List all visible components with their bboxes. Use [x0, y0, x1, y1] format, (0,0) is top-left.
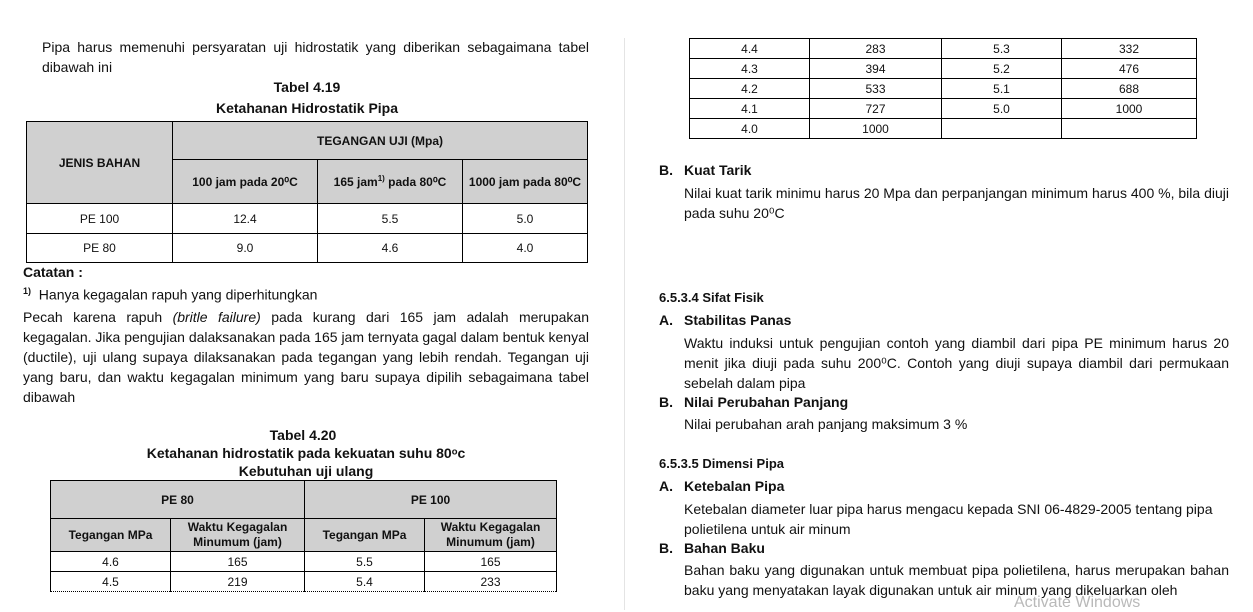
- cell-value: 1000: [810, 119, 942, 139]
- cell-value: 1000: [1062, 99, 1197, 119]
- cell-value: 4.0: [463, 234, 588, 263]
- cell-value: 533: [810, 79, 942, 99]
- section-b1-title: Nilai Perubahan Panjang: [684, 394, 849, 410]
- table-420-continued: [689, 38, 1197, 139]
- table-420-caption-number: Tabel 4.20: [269, 427, 337, 443]
- cell-value: 688: [1062, 79, 1197, 99]
- table-row: [51, 572, 557, 592]
- header-pe100: PE 100: [305, 481, 557, 519]
- section-a1-title: Stabilitas Panas: [684, 312, 792, 328]
- table-420: [50, 480, 557, 592]
- cell-value: 5.5: [318, 204, 463, 234]
- table-419: [26, 121, 588, 263]
- activate-windows-watermark: Activate Windows: [1014, 594, 1141, 611]
- section-b-label: B.: [659, 162, 673, 178]
- cell-value: 165: [425, 552, 557, 572]
- header-jenis-bahan: JENIS BAHAN: [27, 122, 173, 204]
- cell-value: 4.1: [690, 99, 810, 119]
- section-b-text: Nilai kuat tarik minimu harus 20 Mpa dan perpanjangan minimum harus 400 %, bila diuji pada suhu 20⁰C: [684, 185, 1229, 221]
- table-419-caption-number: Tabel 4.19: [273, 79, 341, 95]
- header-waktu: Waktu Kegagalan Minumum (jam): [425, 519, 557, 552]
- cell-value: 4.0: [690, 119, 810, 139]
- table-row: [27, 204, 588, 234]
- cell-value: 5.0: [463, 204, 588, 234]
- cell-value: 4.5: [51, 572, 171, 592]
- table-row: [690, 39, 1197, 59]
- header-1000-jam: 1000 jam pada 80⁰C: [463, 160, 588, 204]
- cell-value: 4.6: [51, 552, 171, 572]
- section-a1-text: Waktu induksi untuk pengujian contoh yang diambil dari pipa PE minimum harus 20 menit jika diuji pada suhu 200⁰C. Contoh yang diuji supaya diambil dari permukaan sebelah dalam pipa: [684, 335, 1229, 391]
- cell-value: 332: [1062, 39, 1197, 59]
- table-row: [51, 552, 557, 572]
- heading-6534: 6.5.3.4 Sifat Fisik: [659, 290, 764, 305]
- cell-value: 9.0: [173, 234, 318, 263]
- cell-value: 5.3: [942, 39, 1062, 59]
- body-paragraph: Pecah karena rapuh (britle failure) pada kurang dari 165 jam adalah merupakan kegagalan. Jika pengujian dalaksanakan pada 165 jam ternyata gagal dalam bentuk kenyal (ductile), uji ulang supaya dilaksanakan pada tegangan yang lebih rendah. Tegangan uji yang baru, dan waktu kegagalan minimum yang baru supaya dipilih sebagaimana tabel dibawah: [23, 309, 589, 405]
- intro-paragraph: Pipa harus memenuhi persyaratan uji hidrostatik yang diberikan sebagaimana tabel dibawah ini: [42, 39, 589, 75]
- cell-value: 4.6: [318, 234, 463, 263]
- section-b-title: Kuat Tarik: [684, 162, 752, 178]
- header-tegangan: Tegangan MPa: [305, 519, 425, 552]
- cell-value: 233: [425, 572, 557, 592]
- section-a2-title: Ketebalan Pipa: [684, 478, 785, 494]
- section-b1-label: B.: [659, 394, 673, 410]
- header-tegangan: Tegangan MPa: [51, 519, 171, 552]
- header-tegangan-uji: TEGANGAN UJI (Mpa): [173, 122, 588, 160]
- section-b2-title: Bahan Baku: [684, 540, 765, 556]
- section-a2-label: A.: [659, 478, 673, 494]
- column-divider: [624, 38, 625, 610]
- table-row: [690, 79, 1197, 99]
- cell-value: 165: [171, 552, 305, 572]
- header-pe80: PE 80: [51, 481, 305, 519]
- cell-value: 283: [810, 39, 942, 59]
- cell-value: [1062, 119, 1197, 139]
- section-a2-text: Ketebalan diameter luar pipa harus mengacu kepada SNI 06-4829-2005 tentang pipa polietilena untuk air minum: [684, 501, 1213, 537]
- section-b2-label: B.: [659, 540, 673, 556]
- section-b2-text: Bahan baku yang digunakan untuk membuat pipa polietilena, harus merupakan bahan baku yang menyatakan layak digunakan untuk air minum yang dikeluarkan oleh: [684, 562, 1229, 598]
- cell-value: 394: [810, 59, 942, 79]
- table-row: [690, 119, 1197, 139]
- cell-value: 4.3: [690, 59, 810, 79]
- cell-value: 727: [810, 99, 942, 119]
- cell-value: 219: [171, 572, 305, 592]
- table-419-caption-title: Ketahanan Hidrostatik Pipa: [215, 100, 399, 116]
- header-100-jam: 100 jam pada 20⁰C: [173, 160, 318, 204]
- cell-value: 5.5: [305, 552, 425, 572]
- table-row: [690, 99, 1197, 119]
- section-b1-text: Nilai perubahan arah panjang maksimum 3 %: [684, 416, 968, 432]
- heading-6535: 6.5.3.5 Dimensi Pipa: [659, 456, 785, 471]
- cell-value: 5.0: [942, 99, 1062, 119]
- cell-value: 5.4: [305, 572, 425, 592]
- cell-value: 4.4: [690, 39, 810, 59]
- cell-material: PE 80: [27, 234, 173, 263]
- catatan-label: Catatan :: [23, 264, 83, 280]
- cell-value: 5.1: [942, 79, 1062, 99]
- section-a1-label: A.: [659, 312, 673, 328]
- header-165-jam: 165 jam$^{1)}$ pada 80⁰C: [318, 160, 463, 204]
- table-420-caption-sub: Kebutuhan uji ulang: [238, 463, 374, 479]
- cell-material: PE 100: [27, 204, 173, 234]
- header-waktu: Waktu Kegagalan Minumum (jam): [171, 519, 305, 552]
- cell-value: 5.2: [942, 59, 1062, 79]
- cell-value: 476: [1062, 59, 1197, 79]
- table-420-caption-title: Ketahanan hidrostatik pada kekuatan suhu 80ᵒc: [146, 445, 466, 461]
- cell-value: [942, 119, 1062, 139]
- table-row: [27, 234, 588, 263]
- table-row: [690, 59, 1197, 79]
- cell-value: 4.2: [690, 79, 810, 99]
- footnote: $^{1)}$ Hanya kegagalan rapuh yang diperhitungkan: [23, 286, 318, 303]
- cell-value: 12.4: [173, 204, 318, 234]
